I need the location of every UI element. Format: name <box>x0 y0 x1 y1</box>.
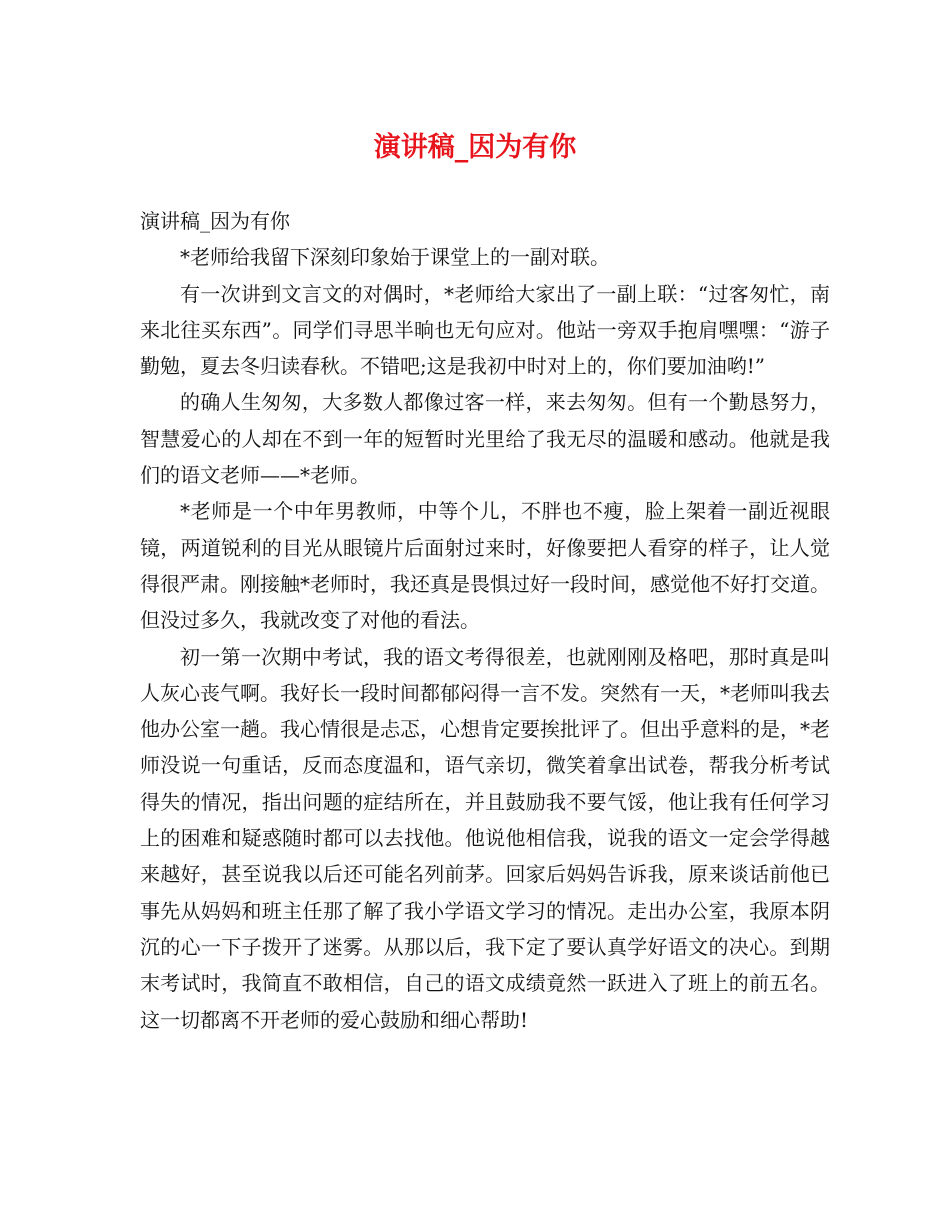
document-title: 演讲稿_因为有你 <box>373 132 577 163</box>
paragraph: 的确人生匆匆，大多数人都像过客一样，来去匆匆。但有一个勤恳努力，智慧爱心的人却在不到一年的短暂时光里给了我无尽的温暖和感动。他就是我们的语文老师——*老师。 <box>140 390 830 488</box>
paragraph-heading: 演讲稿_因为有你 <box>140 209 290 233</box>
paragraph: *老师给我留下深刻印象始于课堂上的一副对联。 <box>180 245 610 270</box>
paragraph: 初一第一次期中考试，我的语文考得很差，也就刚刚及格吧，那时真是叫人灰心丧气啊。我好长一段时间都郁闷得一言不发。突然有一天，*老师叫我去他办公室一趟。我心情很是忐忑，心想肯定要挨批评了。但出乎意料的是，*老师没说一句重话，反而态度温和，语气亲切，微笑着拿出试卷，帮我分析考试得失的情况，指出问题的症结所在，并且鼓励我不要气馁，他让我有任何学习上的困难和疑惑随时都可以去找他。他说他相信我，说我的语文一定会学得越来越好，甚至说我以后还可能名列前茅。回家后妈妈告诉我，原来谈话前他已事先从妈妈和班主任那了解了我小学语文学习的情况。走出办公室，我原本阴沉的心一下子拨开了迷雾。从那以后，我下定了要认真学好语文的决心。到期末考试时，我简直不敢相信，自己的语文成绩竟然一跃进入了班上的前五名。这一切都离不开老师的爱心鼓励和细心帮助! <box>140 644 830 1032</box>
paragraph: *老师是一个中年男教师，中等个儿，不胖也不瘦，脸上架着一副近视眼镜，两道锐利的目光从眼镜片后面射过来时，好像要把人看穿的样子，让人觉得很严肃。刚接触*老师时，我还真是畏惧过好一段时间，感觉他不好打交道。但没过多久，我就改变了对他的看法。 <box>140 499 830 633</box>
document-body <box>140 203 830 1038</box>
paragraph: 有一次讲到文言文的对偶时，*老师给大家出了一副上联：“过客匆忙，南来北往买东西”。同学们寻思半晌也无句应对。他站一旁双手抱肩嘿嘿：“游子勤勉，夏去冬归读春秋。不错吧;这是我初中时对上的，你们要加油哟!” <box>140 281 830 379</box>
